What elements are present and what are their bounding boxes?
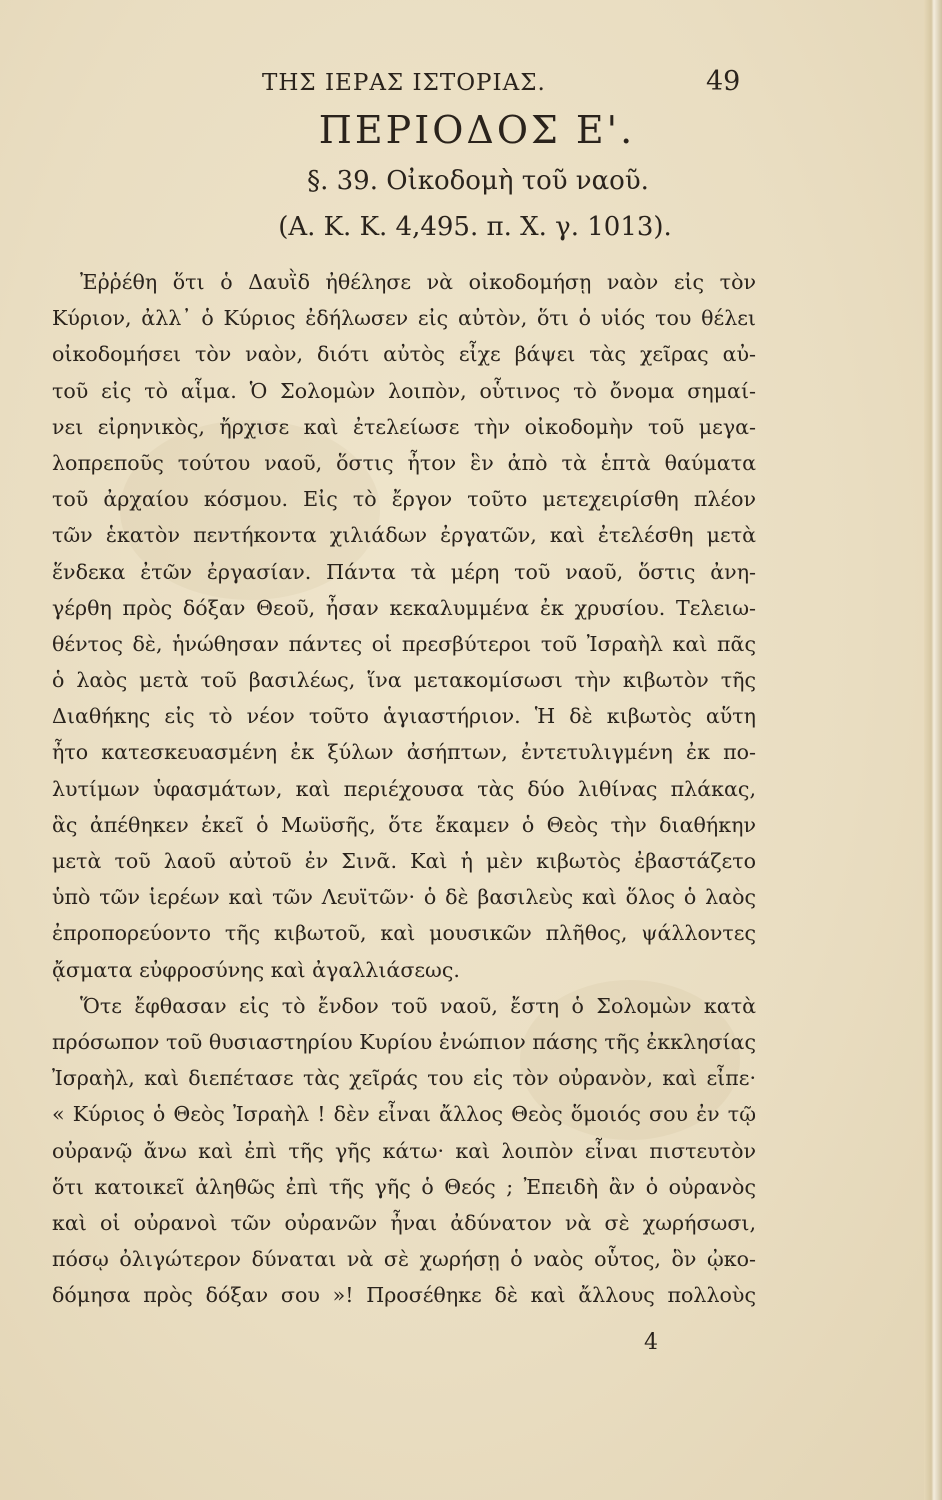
text-line: ἃς ἀπέθηκεν ἐκεῖ ὁ Μωϋσῆς, ὅτε ἔκαμεν ὁ Θεὸς τὴν διαθήκην <box>52 812 756 837</box>
text-line: τοῦ ἀρχαίου κόσμου. Εἰς τὸ ἔργον τοῦτο μετεχειρίσθη πλέον <box>52 487 756 512</box>
text-line: ὅτι κατοικεῖ ἀληθῶς ἐπὶ τῆς γῆς ὁ Θεός ; Ἐπειδὴ ἂν ὁ οὐρανὸς <box>52 1174 756 1199</box>
text-line: ᾄσματα εὐφροσύνης καὶ ἀγαλλιάσεως. <box>52 957 460 982</box>
text-line: ἐπροπορεύοντο τῆς κιβωτοῦ, καὶ μουσικῶν πλῆθος, ψάλλοντες <box>52 921 756 946</box>
text-line: Ἰσραὴλ, καὶ διεπέτασε τὰς χεῖράς του εἰς τὸν οὐρανὸν, καὶ εἶπε· <box>52 1066 756 1091</box>
text-line: Ὅτε ἔφθασαν εἰς τὸ ἔνδον τοῦ ναοῦ, ἔστη ὁ Σολομὼν κατὰ <box>80 993 756 1018</box>
text-line: Διαθήκης εἰς τὸ νέον τοῦτο ἁγιαστήριον. Ἡ δὲ κιβωτὸς αὕτη <box>52 704 756 729</box>
running-head <box>0 64 942 104</box>
running-head-title: ΤΗΣ ΙΕΡΑΣ ΙΣΤΟΡΙΑΣ. <box>262 70 546 96</box>
text-line: « Κύριος ὁ Θεὸς Ἰσραὴλ ! δὲν εἶναι ἄλλος Θεὸς ὅμοιός σου ἐν τῷ <box>52 1102 756 1127</box>
text-line: Ἐῤῥέθη ὅτι ὁ Δαυῒδ ἠθέλησε νὰ οἰκοδομήσῃ ναὸν εἰς τὸν <box>80 270 756 294</box>
text-line: καὶ οἱ οὐρανοὶ τῶν οὐρανῶν ἦναι ἀδύνατον νὰ σὲ χωρήσωσι, <box>52 1210 756 1235</box>
text-line: Κύριον, ἀλλ᾽ ὁ Κύριος ἐδήλωσεν εἰς αὐτὸν, ὅτι ὁ υἱός του θέλει <box>52 306 756 331</box>
text-line: γέρθη πρὸς δόξαν Θεοῦ, ἦσαν κεκαλυμμένα ἐκ χρυσίου. Τελειω- <box>52 595 756 620</box>
period-heading: ΠΕΡΙΟΔΟΣ Ε'. <box>318 108 636 152</box>
page-number: 49 <box>706 66 741 97</box>
text-line: οὐρανῷ ἄνω καὶ ἐπὶ τῆς γῆς κάτω· καὶ λοιπὸν εἶναι πιστευτὸν <box>52 1138 756 1163</box>
text-line: πόσῳ ὀλιγώτερον δύναται νὰ σὲ χωρήσῃ ὁ ναὸς οὗτος, ὃν ᾠκο- <box>52 1247 756 1272</box>
text-line: ἕνδεκα ἐτῶν ἐργασίαν. Πάντα τὰ μέρη τοῦ ναοῦ, ὅστις ἀνη- <box>52 559 756 584</box>
text-line: οἰκοδομήσει τὸν ναὸν, διότι αὐτὸς εἶχε βάψει τὰς χεῖρας αὐ- <box>52 342 756 367</box>
text-line: λοπρεποῦς τούτου ναοῦ, ὅστις ἦτον ἓν ἀπὸ τὰ ἑπτὰ θαύματα <box>52 450 756 475</box>
signature-mark: 4 <box>644 1330 658 1355</box>
text-line: μετὰ τοῦ λαοῦ αὐτοῦ ἐν Σινᾶ. Καὶ ἡ μὲν κιβωτὸς ἐβαστάζετο <box>52 849 756 873</box>
text-line: δόμησα πρὸς δόξαν σου »! Προσέθηκε δὲ καὶ ἄλλους πολλοὺς <box>52 1283 756 1308</box>
text-line: θέντος δὲ, ἡνώθησαν πάντες οἱ πρεσβύτεροι τοῦ Ἰσραὴλ καὶ πᾶς <box>52 631 756 656</box>
text-line: ἦτο κατεσκευασμένη ἐκ ξύλων ἀσήπτων, ἐντετυλιγμένη ἐκ πο- <box>52 740 756 765</box>
text-line: τῶν ἑκατὸν πεντήκοντα χιλιάδων ἐργατῶν, καὶ ἐτελέσθη μετὰ <box>52 523 756 548</box>
section-heading: §. 39. Οἰκοδομὴ τοῦ ναοῦ. <box>307 166 649 196</box>
text-line: ὑπὸ τῶν ἱερέων καὶ τῶν Λευϊτῶν· ὁ δὲ βασιλεὺς καὶ ὅλος ὁ λαὸς <box>52 885 756 910</box>
text-line: ὁ λαὸς μετὰ τοῦ βασιλέως, ἵνα μετακομίσωσι τὴν κιβωτὸν τῆς <box>52 668 756 693</box>
body-text <box>52 264 756 1313</box>
text-line: νει εἰρηνικὸς, ἤρχισε καὶ ἐτελείωσε τὴν οἰκοδομὴν τοῦ μεγα- <box>52 414 756 439</box>
date-line: (Α. Κ. Κ. 4,495. π. Χ. γ. 1013). <box>278 212 672 242</box>
text-line: λυτίμων ὑφασμάτων, καὶ περιέχουσα τὰς δύο λιθίνας πλάκας, <box>52 776 756 801</box>
text-line: τοῦ εἰς τὸ αἷμα. Ὁ Σολομὼν λοιπὸν, οὗτινος τὸ ὄνομα σημαί- <box>52 378 756 403</box>
text-line: πρόσωπον τοῦ θυσιαστηρίου Κυρίου ἐνώπιον πάσης τῆς ἐκκλησίας <box>52 1029 756 1054</box>
